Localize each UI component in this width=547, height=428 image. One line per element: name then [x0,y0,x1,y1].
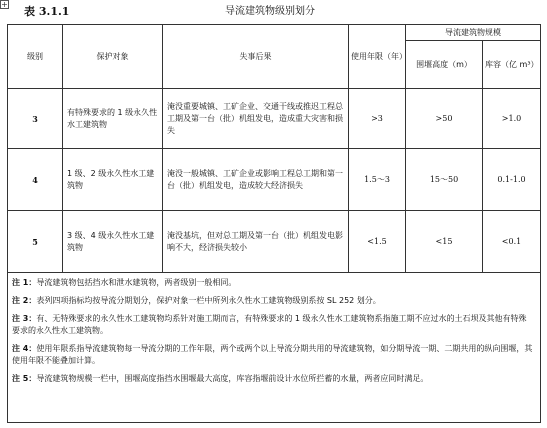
table-row [8,211,541,273]
note-5: 注 5：导流建筑物规模一栏中，围堰高度指挡水围堰最大高度，库容指堰前设计水位所拦蓄的水量，两者应同时满足。 [12,374,429,383]
row-level: 5 [8,211,63,273]
row-capacity: 0.1-1.0 [483,149,541,211]
row-level: 4 [8,149,63,211]
table-move-handle-icon[interactable]: + [1,0,8,9]
header-service-life: 使用年限（年） [349,25,406,89]
row-consequence: 淹没一般城镇、工矿企业或影响工程总工期和第一台（批）机组发电，造成较大经济损失 [163,149,349,211]
row-cofferdam-height: 15～50 [406,149,483,211]
row-consequence: 淹没重要城镇、工矿企业、交通干线或推迟工程总工期及第一台（批）机组发电，造成重大灾害和损失 [163,89,349,149]
row-cofferdam-height: >50 [406,89,483,149]
table-title: 导流建筑物级别划分 [225,6,315,17]
table-row [8,89,541,149]
header-level: 级别 [8,25,63,89]
note-2: 注 2：表列四项指标均按导流分期划分，保护对象一栏中所列永久性水工建筑物级别系按 SL 252 划分。 [12,296,381,305]
header-capacity: 库容（亿 m³） [483,41,541,89]
row-capacity: >1.0 [483,89,541,149]
row-capacity: <0.1 [483,211,541,273]
row-cofferdam-height: <15 [406,211,483,273]
row-level: 3 [8,89,63,149]
header-scale-group: 导流建筑物规模 [406,25,541,41]
row-protected-object: 1 级、2 级永久性水工建筑物 [63,149,163,211]
note-3: 注 3：有、无特殊要求的永久性水工建筑物均系针对施工期而言，有特殊要求的 1 级永久性水工建筑物系指施工期不应过水的土石坝及其他有特殊要求的永久性水工建筑物。 [12,314,527,335]
header-protected-object: 保护对象 [63,25,163,89]
note-1: 注 1：导流建筑物包括挡水和泄水建筑物，两者级别一般相同。 [12,278,237,287]
table-notes [8,273,541,423]
row-consequence: 淹没基坑，但对总工期及第一台（批）机组发电影响不大，经济损失较小 [163,211,349,273]
row-service-life: >3 [349,89,406,149]
header-cofferdam-height: 围堰高度（m） [406,41,483,89]
note-4: 注 4：使用年限系指导流建筑物每一导流分期的工作年限，两个或两个以上导流分期共用的导流建筑物，如分期导流一期、二期共用的纵向围堰，其使用年限不能叠加计算。 [12,344,533,365]
row-protected-object: 3 级、4 级永久性水工建筑物 [63,211,163,273]
row-protected-object: 有特殊要求的 1 级永久性水工建筑物 [63,89,163,149]
classification-table [7,24,541,423]
table-number: 表 3.1.1 [24,5,70,18]
row-service-life: <1.5 [349,211,406,273]
table-row [8,149,541,211]
row-service-life: 1.5～3 [349,149,406,211]
header-failure-consequence: 失事后果 [163,25,349,89]
